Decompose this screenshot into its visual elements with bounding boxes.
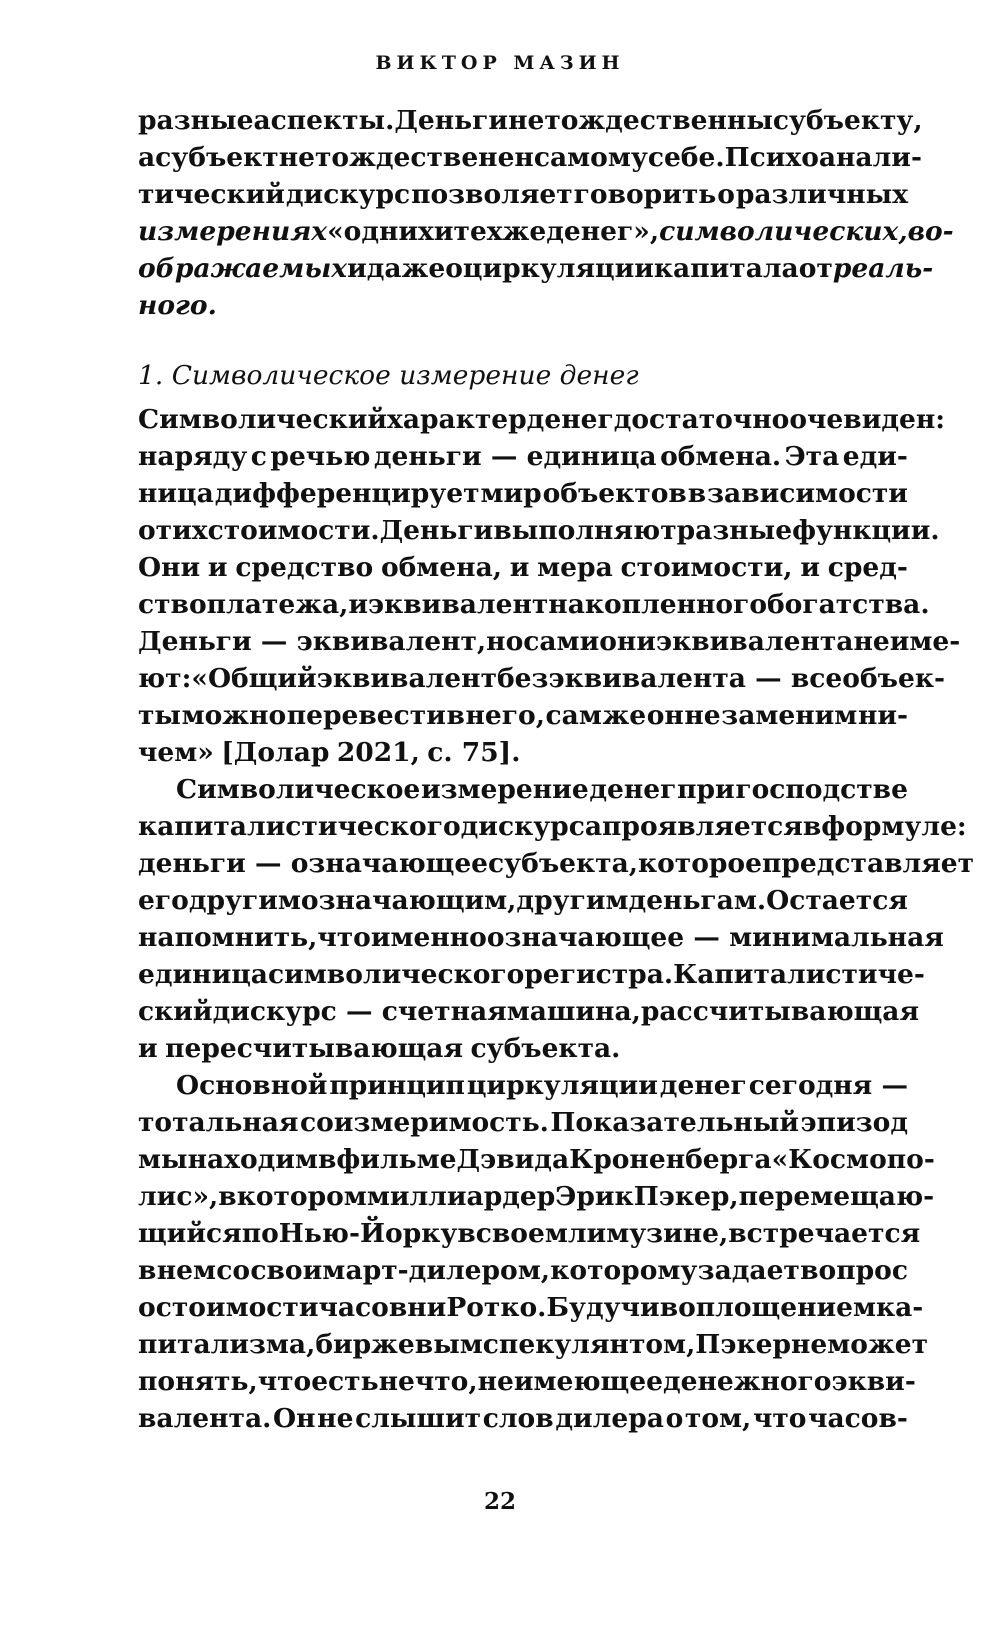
word: не bbox=[508, 105, 545, 136]
word: не bbox=[278, 142, 315, 173]
word: биржевым bbox=[315, 1329, 483, 1360]
word: субъект bbox=[155, 142, 279, 173]
word: сред- bbox=[827, 552, 908, 583]
word: и bbox=[207, 552, 228, 583]
word: лимузине, bbox=[567, 1218, 729, 1249]
word: капитала bbox=[653, 253, 799, 284]
word: есть bbox=[311, 1366, 379, 1397]
word: измерение bbox=[420, 774, 589, 805]
text-line bbox=[138, 512, 940, 549]
word: другим bbox=[516, 885, 629, 916]
word: фильме bbox=[336, 1144, 457, 1175]
word: воплощением bbox=[659, 1292, 876, 1323]
word: объек- bbox=[842, 663, 945, 694]
word: что bbox=[257, 1366, 312, 1397]
word: измерениях bbox=[138, 216, 328, 247]
text-line bbox=[138, 1289, 924, 1326]
word: денежного bbox=[662, 1366, 832, 1397]
word: Пэкер, bbox=[633, 1181, 739, 1212]
word: перевести bbox=[286, 700, 446, 731]
word: арт-дилером, bbox=[345, 1255, 550, 1286]
text-line bbox=[138, 623, 961, 660]
word: в bbox=[218, 1181, 237, 1212]
word: денег bbox=[526, 404, 614, 435]
word: может bbox=[827, 1329, 928, 1360]
paragraph-2 bbox=[138, 771, 975, 1067]
word: не bbox=[790, 1329, 828, 1360]
word: Они bbox=[138, 552, 201, 583]
word: машина, bbox=[506, 996, 641, 1027]
word: означающим, bbox=[300, 885, 517, 916]
word: при bbox=[677, 774, 735, 805]
text-line bbox=[138, 1400, 908, 1437]
word: же bbox=[502, 216, 547, 247]
word: и bbox=[347, 253, 367, 284]
word: принцип bbox=[329, 1070, 465, 1101]
word: и bbox=[800, 552, 820, 583]
word: позволяет bbox=[411, 179, 573, 210]
word: тождественны bbox=[544, 105, 773, 136]
text-line bbox=[138, 1363, 916, 1400]
word: Он bbox=[273, 1403, 316, 1434]
word: циркуляции bbox=[462, 253, 654, 284]
word: том, bbox=[684, 1403, 752, 1434]
word: единица bbox=[138, 959, 268, 990]
word: нем bbox=[156, 1255, 216, 1286]
word: не bbox=[477, 1366, 514, 1397]
word: Символическое bbox=[176, 774, 421, 805]
word: самому bbox=[533, 142, 648, 173]
word: пересчитывающая bbox=[165, 1033, 464, 1064]
word: дискурса bbox=[460, 811, 603, 842]
word: разные bbox=[138, 105, 254, 136]
word: и bbox=[509, 552, 530, 583]
word: эпизод bbox=[800, 1107, 908, 1138]
word: Пэкер bbox=[695, 1329, 791, 1360]
text-line bbox=[138, 660, 945, 697]
text-line bbox=[138, 1326, 928, 1363]
word: денег bbox=[589, 774, 677, 805]
text-line bbox=[138, 956, 925, 993]
word: ображаемых bbox=[138, 253, 348, 284]
text-line bbox=[138, 475, 908, 512]
running-head: ВИКТОР МАЗИН bbox=[375, 52, 625, 74]
word: реаль- bbox=[832, 253, 934, 284]
word: дискурс — счетная bbox=[212, 996, 507, 1027]
word: эквивалент bbox=[368, 589, 549, 620]
text-line bbox=[138, 1141, 935, 1178]
word: своим bbox=[250, 1255, 346, 1286]
word: же bbox=[602, 700, 647, 731]
word: Эрик bbox=[555, 1181, 634, 1212]
word: ты bbox=[138, 700, 181, 731]
word: не bbox=[853, 626, 890, 657]
text-line bbox=[138, 734, 908, 771]
word: означающее — минимальная bbox=[486, 922, 944, 953]
word: Показательный bbox=[550, 1107, 800, 1138]
word: регистра. bbox=[524, 959, 674, 990]
text-line bbox=[138, 139, 922, 176]
word: со bbox=[216, 1255, 251, 1286]
word: Будучи bbox=[546, 1292, 660, 1323]
text-line bbox=[138, 213, 954, 250]
text-line bbox=[138, 287, 908, 324]
word: Психоанали- bbox=[724, 142, 922, 173]
word: деньгам. bbox=[628, 885, 767, 916]
word: именно bbox=[370, 922, 487, 953]
word: тотальная bbox=[138, 1107, 299, 1138]
word: Нью-Йорку bbox=[278, 1218, 458, 1249]
word: «Космопо- bbox=[771, 1144, 935, 1175]
word: питализма, bbox=[138, 1329, 316, 1360]
word: о bbox=[138, 1292, 156, 1323]
word: встречается bbox=[728, 1218, 921, 1249]
word: имеющее bbox=[513, 1366, 663, 1397]
text-line bbox=[138, 586, 930, 623]
text-line bbox=[138, 1252, 908, 1289]
text-line bbox=[138, 549, 908, 586]
word: различных bbox=[735, 179, 908, 210]
word: зависимости bbox=[707, 478, 908, 509]
word: не bbox=[684, 700, 721, 731]
word: во- bbox=[907, 216, 954, 247]
word: от bbox=[798, 253, 833, 284]
text-line bbox=[138, 882, 908, 919]
word: функции. bbox=[792, 515, 940, 546]
text-line bbox=[138, 438, 908, 475]
word: дискурс bbox=[285, 179, 411, 210]
word: даже bbox=[366, 253, 446, 284]
word: эквивалент bbox=[316, 663, 497, 694]
word: накопленного bbox=[548, 589, 767, 620]
word: находим bbox=[187, 1144, 318, 1175]
word: говорить bbox=[573, 179, 717, 210]
word: его bbox=[138, 885, 189, 916]
word: еди- bbox=[842, 441, 908, 472]
word: ного. bbox=[138, 290, 217, 321]
word: вопрос bbox=[800, 1255, 908, 1286]
word: ни- bbox=[857, 700, 908, 731]
word: платежа, bbox=[206, 589, 349, 620]
word: от bbox=[138, 515, 173, 546]
word: достаточно bbox=[613, 404, 790, 435]
word: «одних bbox=[327, 216, 434, 247]
word: тический bbox=[138, 179, 285, 210]
word: средство bbox=[235, 552, 374, 583]
word: Остается bbox=[766, 885, 908, 916]
word: перемещаю- bbox=[738, 1181, 935, 1212]
paragraph-3 bbox=[138, 1067, 935, 1437]
word: деньги — единица bbox=[373, 441, 657, 472]
section-heading: 1. Символическое измерение денег bbox=[138, 360, 639, 391]
word: аспекты. bbox=[253, 105, 395, 136]
word: деньги — означающее bbox=[138, 848, 489, 879]
word: «Общий bbox=[191, 663, 317, 694]
word: в bbox=[802, 811, 822, 842]
word: себе. bbox=[647, 142, 725, 173]
word: Основной bbox=[176, 1070, 328, 1101]
word: часовни bbox=[318, 1292, 447, 1323]
word: господстве bbox=[735, 774, 908, 805]
word: лис», bbox=[138, 1181, 219, 1212]
word: дилера bbox=[555, 1403, 664, 1434]
word: денег», bbox=[546, 216, 660, 247]
word: ский bbox=[138, 996, 213, 1027]
word: денег bbox=[659, 1070, 747, 1101]
paragraph-1 bbox=[138, 401, 961, 771]
word: символического bbox=[267, 959, 525, 990]
text-line bbox=[138, 1030, 908, 1067]
word: Кроненберга bbox=[569, 1144, 772, 1175]
word: тождественен bbox=[314, 142, 534, 173]
word: наряду bbox=[138, 441, 248, 472]
word: субъекта, bbox=[488, 848, 638, 879]
text-line bbox=[138, 808, 967, 845]
word: в bbox=[138, 1255, 157, 1286]
word: он bbox=[646, 700, 684, 731]
word: о bbox=[445, 253, 463, 284]
word: миллиардер bbox=[366, 1181, 556, 1212]
word: стоимости, bbox=[620, 552, 793, 583]
word: символических, bbox=[659, 216, 908, 247]
word: циркуляции bbox=[466, 1070, 658, 1101]
word: тех bbox=[453, 216, 503, 247]
word: мера bbox=[537, 552, 613, 583]
text-line bbox=[138, 102, 923, 139]
page-number: 22 bbox=[483, 1488, 516, 1515]
word: щийся bbox=[138, 1218, 242, 1249]
word: чем» bbox=[138, 737, 214, 768]
word: име- bbox=[889, 626, 961, 657]
word: мир bbox=[480, 478, 542, 509]
word: соизмеримость. bbox=[300, 1107, 549, 1138]
word: мы bbox=[138, 1144, 188, 1175]
text-line bbox=[138, 250, 934, 287]
word: в bbox=[457, 1218, 476, 1249]
word: можно bbox=[181, 700, 287, 731]
word: субъекту, bbox=[772, 105, 923, 136]
word: не bbox=[317, 1403, 354, 1434]
word: но bbox=[486, 626, 524, 657]
word: спекулянтом, bbox=[482, 1329, 696, 1360]
word: обмена. bbox=[660, 441, 782, 472]
word: ница bbox=[138, 478, 214, 509]
word: выполняют bbox=[493, 515, 677, 546]
word: в bbox=[317, 1144, 337, 1175]
word: слышит bbox=[355, 1403, 482, 1434]
word: заменим bbox=[721, 700, 858, 731]
word: сами bbox=[523, 626, 600, 657]
word: котором bbox=[236, 1181, 367, 1212]
word: часов- bbox=[808, 1403, 908, 1434]
word: своем bbox=[475, 1218, 568, 1249]
word: дифференцирует bbox=[214, 478, 480, 509]
word: которое bbox=[637, 848, 762, 879]
word: по bbox=[241, 1218, 279, 1249]
word: Символический bbox=[138, 404, 388, 435]
word: обмена, bbox=[380, 552, 502, 583]
word: валента. bbox=[138, 1403, 272, 1434]
word: Дэвида bbox=[456, 1144, 570, 1175]
word: [Долар bbox=[221, 737, 330, 768]
word: богатства. bbox=[767, 589, 930, 620]
word: которому bbox=[550, 1255, 698, 1286]
word: Деньги — эквивалент, bbox=[138, 626, 487, 657]
word: что bbox=[317, 922, 371, 953]
word: Деньги bbox=[394, 105, 509, 136]
word: что bbox=[752, 1403, 807, 1434]
word: очевиден: bbox=[789, 404, 946, 435]
word: их bbox=[172, 515, 208, 546]
word: 2021, bbox=[336, 737, 420, 768]
text-line bbox=[138, 771, 908, 808]
word: формуле: bbox=[821, 811, 967, 842]
word: сегодня — bbox=[748, 1070, 908, 1101]
word: слов bbox=[482, 1403, 554, 1434]
text-line bbox=[138, 845, 975, 882]
text-line bbox=[138, 176, 908, 213]
word: ка- bbox=[876, 1292, 924, 1323]
word: субъекта. bbox=[470, 1033, 621, 1064]
text-line bbox=[138, 919, 944, 956]
word: другим bbox=[188, 885, 301, 916]
word: представляет bbox=[761, 848, 975, 879]
word: в bbox=[687, 478, 707, 509]
word: и bbox=[138, 1033, 158, 1064]
word: в bbox=[446, 700, 465, 731]
word: они bbox=[599, 626, 656, 657]
word: Ротко. bbox=[446, 1292, 547, 1323]
word: и bbox=[433, 216, 454, 247]
word: проявляется bbox=[602, 811, 803, 842]
word: рассчитывающая bbox=[640, 996, 920, 1027]
word: понять, bbox=[138, 1366, 258, 1397]
word: с. 75]. bbox=[427, 737, 521, 768]
text-line bbox=[138, 697, 908, 734]
word: ют: bbox=[138, 663, 192, 694]
word: стоимости. bbox=[207, 515, 380, 546]
word: объектов bbox=[542, 478, 687, 509]
word: задает bbox=[697, 1255, 800, 1286]
word: эквивалента bbox=[655, 626, 854, 657]
text-line bbox=[138, 401, 946, 438]
word: Капиталистиче- bbox=[673, 959, 925, 990]
text-line bbox=[138, 1215, 921, 1252]
word: без bbox=[497, 663, 549, 694]
word: ство bbox=[138, 589, 207, 620]
word: о bbox=[665, 1403, 684, 1434]
word: речью bbox=[270, 441, 371, 472]
word: него, bbox=[465, 700, 545, 731]
word: нечто, bbox=[378, 1366, 478, 1397]
top-paragraph bbox=[138, 102, 954, 324]
word: стоимости bbox=[155, 1292, 319, 1323]
word: Деньги bbox=[379, 515, 494, 546]
word: с bbox=[250, 441, 267, 472]
text-line bbox=[138, 1104, 908, 1141]
word: капиталистического bbox=[138, 811, 461, 842]
text-line bbox=[138, 993, 920, 1030]
text-line bbox=[138, 1178, 935, 1215]
word: характер bbox=[387, 404, 527, 435]
word: а bbox=[138, 142, 156, 173]
word: и bbox=[348, 589, 368, 620]
word: разные bbox=[676, 515, 793, 546]
word: экви- bbox=[831, 1366, 916, 1397]
text-line bbox=[138, 1067, 908, 1104]
word: о bbox=[717, 179, 735, 210]
word: напомнить, bbox=[138, 922, 318, 953]
word: сам bbox=[545, 700, 602, 731]
word: Эта bbox=[784, 441, 840, 472]
word: эквивалента — все bbox=[548, 663, 843, 694]
